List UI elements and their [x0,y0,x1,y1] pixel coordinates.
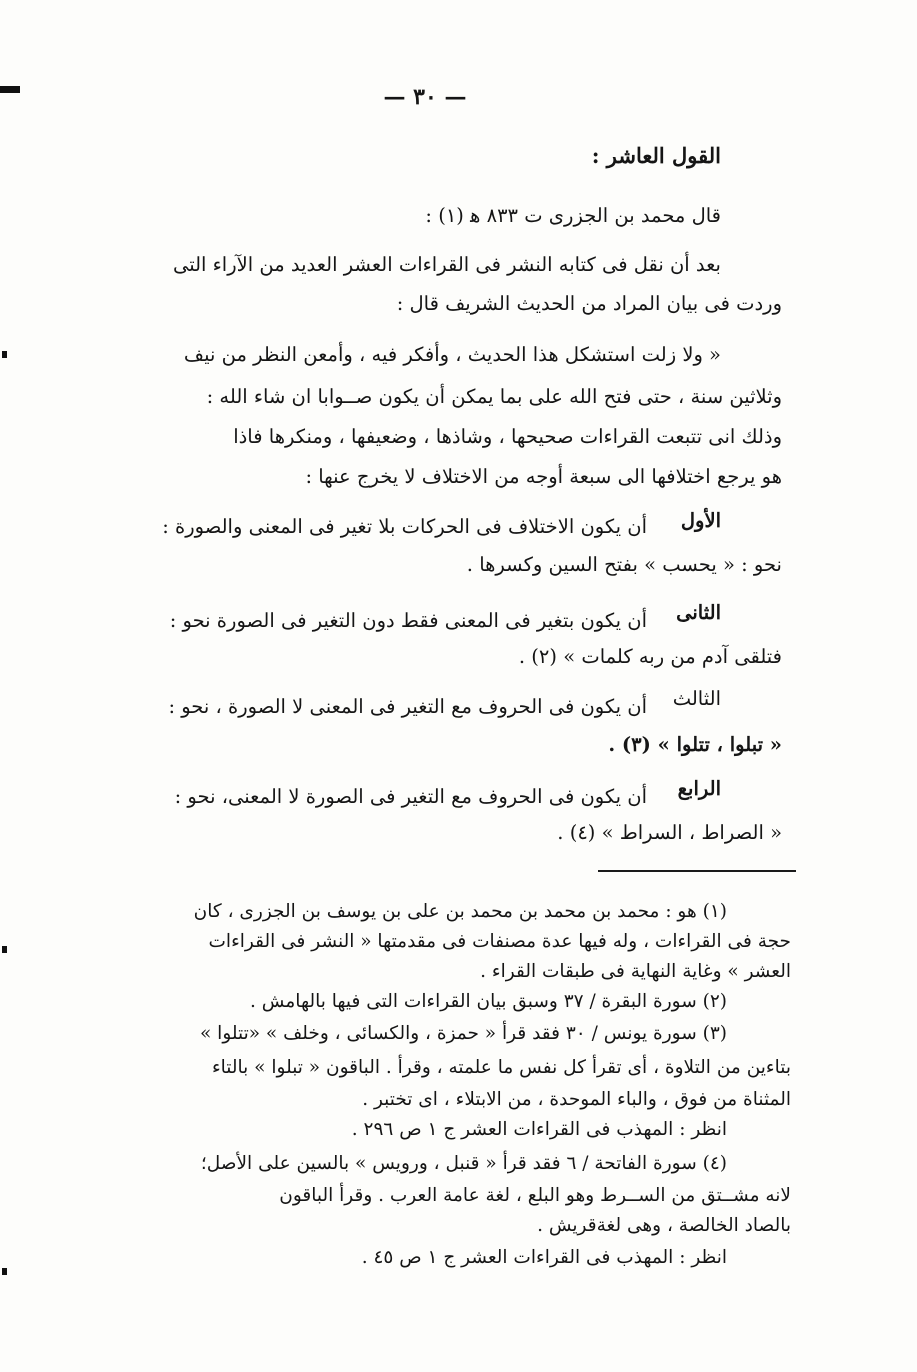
footnote-line: انظر : المهذب فى القراءات العشر ج ١ ص ٤٥ . [361,1247,727,1268]
item-label-fourth: الرابع [677,777,721,800]
scan-mark-left-bottom [2,1268,7,1275]
item-continuation: فتلقى آدم من ربه كلمات » (٢) . [518,645,782,668]
item-continuation: « الصراط ، السراط » (٤) . [557,821,782,844]
footnote-line: المثناة من فوق ، والباء الموحدة ، من الابتلاء ، اى تختبر . [362,1089,791,1110]
scan-mark-top-left [0,86,20,93]
scan-mark-left-lower [2,946,7,953]
quote-line: وذلك انى تتبعت القراءات صحيحها ، وشاذها ، وضعيفها ، ومنكرها فاذا [233,425,782,448]
item-text: أن يكون فى الحروف مع التغير فى المعنى لا الصورة ، نحو : [168,695,647,718]
item-label-third: الثالث [672,687,721,710]
scan-mark-left-middle [2,351,7,358]
body-line: بعد أن نقل فى كتابه النشر فى القراءات العشر العديد من الآراء التى [172,253,721,276]
footnote-line: بتاءين من التلاوة ، أى تقرأ كل نفس ما علمته ، وقرأ . الباقون « تبلوا » بالتاء [211,1057,791,1078]
quote-line: « ولا زلت استشكل هذا الحديث ، وأفكر فيه ، وأمعن النظر من نيف [183,343,721,366]
footnote-line: لانه مشــتق من الســرط وهو البلع ، لغة عامة العرب . وقرأ الباقون [279,1185,791,1206]
footnote-line: العشر » وغاية النهاية فى طبقات القراء . [480,961,791,982]
footnote-line: بالصاد الخالصة ، وهى لغةقريش . [537,1215,791,1236]
item-continuation: « تبلوا ، تتلوا » (٣) . [608,733,782,756]
item-label-second: الثانى [676,601,721,624]
footnote-line: حجة فى القراءات ، وله فيها عدة مصنفات فى مقدمتها « النشر فى القراءات [208,931,791,952]
footnote-line: (٤) سورة الفاتحة / ٦ فقد قرأ « قنبل ، ورويس » بالسين على الأصل؛ [200,1153,727,1174]
item-text: أن يكون الاختلاف فى الحركات بلا تغير فى المعنى والصورة : [162,515,647,538]
page-number: — ٣٠ — [383,84,467,110]
section-heading: القول العاشر : [591,143,721,168]
item-continuation: نحو : « يحسب » بفتح السين وكسرها . [466,553,782,576]
item-text: أن يكون فى الحروف مع التغير فى الصورة لا المعنى، نحو : [174,785,647,808]
item-label-first: الأول [680,509,721,532]
footnote-line: (١) هو : محمد بن محمد بن محمد بن على بن يوسف بن الجزرى ، كان [193,901,727,922]
body-line: وردت فى بيان المراد من الحديث الشريف قال : [396,292,782,315]
item-text: أن يكون بتغير فى المعنى فقط دون التغير فى الصورة نحو : [169,609,647,632]
quote-line: وثلاثين سنة ، حتى فتح الله على بما يمكن أن يكون صــوابا ان شاء الله : [206,385,782,408]
footnote-line: (٣) سورة يونس / ٣٠ فقد قرأ « حمزة ، والكسائى ، وخلف » «تتلوا » [199,1023,727,1044]
footnote-line: (٢) سورة البقرة / ٣٧ وسبق بيان القراءات التى فيها بالهامش . [250,991,727,1012]
intro-line: قال محمد بن الجزرى ت ٨٣٣ ﻫ (١) : [425,204,721,227]
quote-line: هو يرجع اختلافها الى سبعة أوجه من الاختلاف لا يخرج عنها : [305,465,782,488]
footnote-line: انظر : المهذب فى القراءات العشر ج ١ ص ٢٩٦ . [351,1119,727,1140]
footnote-separator [598,870,796,872]
